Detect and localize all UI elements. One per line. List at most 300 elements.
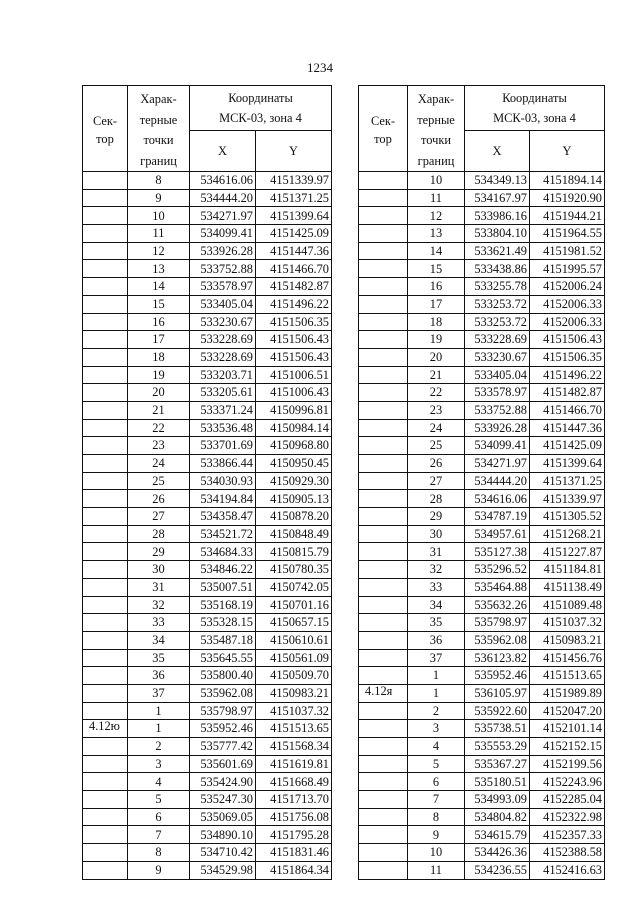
- x-cell: 533866.44: [190, 455, 256, 473]
- y-cell: 4151399.64: [530, 455, 605, 473]
- point-cell: 8: [128, 172, 190, 190]
- sector-cell: [359, 578, 408, 596]
- table-row: [359, 419, 605, 437]
- x-cell: 535798.97: [190, 702, 256, 720]
- x-cell: 533752.88: [190, 260, 256, 278]
- y-cell: 4151506.43: [256, 331, 332, 349]
- sector-cell: [359, 225, 408, 243]
- x-cell: 535800.40: [190, 667, 256, 685]
- point-cell: 16: [408, 278, 465, 296]
- point-cell: 34: [128, 631, 190, 649]
- sector-cell: [83, 755, 128, 773]
- coordinates-table-left: [82, 85, 332, 880]
- x-cell: 534349.13: [465, 172, 530, 190]
- point-cell: 29: [408, 508, 465, 526]
- sector-cell: [359, 561, 408, 579]
- point-cell: 15: [128, 295, 190, 313]
- sector-cell: [83, 242, 128, 260]
- x-cell: 533230.67: [190, 313, 256, 331]
- x-cell: 534521.72: [190, 525, 256, 543]
- y-cell: 4151456.76: [530, 649, 605, 667]
- sector-cell: [359, 331, 408, 349]
- point-cell: 36: [128, 667, 190, 685]
- x-cell: 533804.10: [465, 225, 530, 243]
- x-cell: 535962.08: [190, 684, 256, 702]
- y-cell: 4151482.87: [256, 278, 332, 296]
- sector-cell: [359, 844, 408, 862]
- x-cell: 536123.82: [465, 649, 530, 667]
- x-cell: 534616.06: [465, 490, 530, 508]
- point-cell: 15: [408, 260, 465, 278]
- sector-cell: [83, 826, 128, 844]
- table-row: [83, 738, 332, 756]
- y-cell: 4151425.09: [530, 437, 605, 455]
- table-row: [83, 543, 332, 561]
- sector-cell: [359, 419, 408, 437]
- table-row: [359, 207, 605, 225]
- header-sector: Сек- тор: [359, 86, 408, 172]
- page-number: 1234: [307, 60, 333, 75]
- sector-cell: [83, 738, 128, 756]
- y-cell: 4151995.57: [530, 260, 605, 278]
- table-row: [359, 561, 605, 579]
- sector-cell: [359, 207, 408, 225]
- sector-cell: [83, 260, 128, 278]
- x-cell: 533405.04: [465, 366, 530, 384]
- y-cell: 4151268.21: [530, 525, 605, 543]
- y-cell: 4150610.61: [256, 631, 332, 649]
- point-cell: 20: [408, 348, 465, 366]
- point-cell: 7: [128, 826, 190, 844]
- sector-cell: [359, 755, 408, 773]
- table-row: [359, 331, 605, 349]
- sector-cell: [83, 437, 128, 455]
- y-cell: 4151506.43: [256, 348, 332, 366]
- table-row: [83, 401, 332, 419]
- point-cell: 6: [408, 773, 465, 791]
- y-cell: 4151037.32: [530, 614, 605, 632]
- x-cell: 534616.06: [190, 172, 256, 190]
- x-cell: 535487.18: [190, 631, 256, 649]
- x-cell: 533253.72: [465, 295, 530, 313]
- point-cell: 26: [128, 490, 190, 508]
- sector-cell: [83, 667, 128, 685]
- point-cell: 14: [128, 278, 190, 296]
- point-cell: 31: [128, 578, 190, 596]
- sector-cell: [83, 490, 128, 508]
- point-cell: 11: [408, 189, 465, 207]
- y-cell: 4150983.21: [256, 684, 332, 702]
- y-cell: 4151513.65: [256, 720, 332, 738]
- table-row: [83, 525, 332, 543]
- table-row: [359, 172, 605, 190]
- y-cell: 4151981.52: [530, 242, 605, 260]
- sector-cell: [83, 808, 128, 826]
- point-cell: 18: [128, 348, 190, 366]
- y-cell: 4150848.49: [256, 525, 332, 543]
- sector-cell: [83, 401, 128, 419]
- sector-cell: [83, 384, 128, 402]
- y-cell: 4152357.33: [530, 826, 605, 844]
- x-cell: 533228.69: [190, 348, 256, 366]
- header-x: X: [465, 130, 530, 171]
- y-cell: 4150742.05: [256, 578, 332, 596]
- table-row: [83, 844, 332, 862]
- sector-cell: [83, 366, 128, 384]
- y-cell: 4150929.30: [256, 472, 332, 490]
- table-row: [359, 189, 605, 207]
- x-cell: 535777.42: [190, 738, 256, 756]
- x-cell: 535180.51: [465, 773, 530, 791]
- y-cell: 4151513.65: [530, 667, 605, 685]
- sector-cell: [359, 242, 408, 260]
- point-cell: 21: [408, 366, 465, 384]
- table-row: [83, 384, 332, 402]
- point-cell: 37: [128, 684, 190, 702]
- table-row: [83, 419, 332, 437]
- sector-cell: [83, 278, 128, 296]
- sector-cell: [359, 808, 408, 826]
- point-cell: 30: [128, 561, 190, 579]
- y-cell: 4150815.79: [256, 543, 332, 561]
- y-cell: 4152006.33: [530, 295, 605, 313]
- table-row: [359, 384, 605, 402]
- sector-cell: [83, 419, 128, 437]
- header-coordinates: Координаты МСК-03, зона 4: [465, 86, 605, 131]
- table-row: [83, 649, 332, 667]
- y-cell: 4152152.15: [530, 738, 605, 756]
- table-row: [83, 225, 332, 243]
- x-cell: 534615.79: [465, 826, 530, 844]
- y-cell: 4151756.08: [256, 808, 332, 826]
- x-cell: 533926.28: [465, 419, 530, 437]
- point-cell: 37: [408, 649, 465, 667]
- sector-cell: [83, 861, 128, 879]
- x-cell: 534710.42: [190, 844, 256, 862]
- sector-cell: [359, 490, 408, 508]
- table-row: [359, 348, 605, 366]
- sector-cell: [359, 826, 408, 844]
- point-cell: 28: [128, 525, 190, 543]
- table-row: [83, 207, 332, 225]
- sector-cell: [359, 401, 408, 419]
- point-cell: 28: [408, 490, 465, 508]
- table-row: [83, 826, 332, 844]
- table-row: [359, 472, 605, 490]
- y-cell: 4151482.87: [530, 384, 605, 402]
- y-cell: 4150950.45: [256, 455, 332, 473]
- sector-cell: [359, 720, 408, 738]
- sector-cell: [359, 667, 408, 685]
- table-row: [359, 861, 605, 879]
- sector-cell: [83, 455, 128, 473]
- sector-cell: [83, 313, 128, 331]
- x-cell: 535952.46: [465, 667, 530, 685]
- point-cell: 5: [128, 791, 190, 809]
- y-cell: 4151506.43: [530, 331, 605, 349]
- sector-cell: [359, 702, 408, 720]
- x-cell: 535952.46: [190, 720, 256, 738]
- point-cell: 12: [128, 242, 190, 260]
- point-cell: 33: [408, 578, 465, 596]
- y-cell: 4152322.98: [530, 808, 605, 826]
- point-cell: 36: [408, 631, 465, 649]
- x-cell: 533752.88: [465, 401, 530, 419]
- x-cell: 533230.67: [465, 348, 530, 366]
- table-row: [83, 508, 332, 526]
- y-cell: 4151339.97: [530, 490, 605, 508]
- table-row: [83, 755, 332, 773]
- x-cell: 534099.41: [190, 225, 256, 243]
- sector-cell: [83, 207, 128, 225]
- y-cell: 4152416.63: [530, 861, 605, 879]
- point-cell: 22: [128, 419, 190, 437]
- header-y: Y: [530, 130, 605, 171]
- x-cell: 534444.20: [465, 472, 530, 490]
- table-row: [83, 596, 332, 614]
- sector-cell: [359, 631, 408, 649]
- point-cell: 24: [408, 419, 465, 437]
- x-cell: 533438.86: [465, 260, 530, 278]
- x-cell: 534846.22: [190, 561, 256, 579]
- x-cell: 533203.71: [190, 366, 256, 384]
- table-row: [359, 720, 605, 738]
- y-cell: 4150983.21: [530, 631, 605, 649]
- point-cell: 23: [128, 437, 190, 455]
- sector-cell: [359, 437, 408, 455]
- sector-cell: [359, 861, 408, 879]
- table-row: [359, 278, 605, 296]
- y-cell: 4151989.89: [530, 684, 605, 702]
- table-row: [359, 596, 605, 614]
- y-cell: 4152243.96: [530, 773, 605, 791]
- sector-cell: [359, 455, 408, 473]
- x-cell: 534271.97: [190, 207, 256, 225]
- table-body-left: [83, 172, 332, 880]
- sector-cell: [359, 189, 408, 207]
- sector-cell: [359, 472, 408, 490]
- x-cell: 535007.51: [190, 578, 256, 596]
- y-cell: 4150701.16: [256, 596, 332, 614]
- x-cell: 534167.97: [465, 189, 530, 207]
- sector-cell: [83, 561, 128, 579]
- x-cell: 535168.19: [190, 596, 256, 614]
- sector-cell: [83, 702, 128, 720]
- sector-cell: [83, 614, 128, 632]
- point-cell: 11: [408, 861, 465, 879]
- table-row: [83, 331, 332, 349]
- y-cell: 4152101.14: [530, 720, 605, 738]
- table-row: [359, 455, 605, 473]
- sector-cell: [83, 172, 128, 190]
- table-row: [83, 437, 332, 455]
- table-row: [359, 844, 605, 862]
- point-cell: 9: [408, 826, 465, 844]
- sector-cell: 4.12я: [359, 684, 408, 702]
- sector-cell: [83, 189, 128, 207]
- table-row: [359, 702, 605, 720]
- header-sector: Сек- тор: [83, 86, 128, 172]
- table-row: [83, 472, 332, 490]
- table-row: [359, 242, 605, 260]
- table-row: [83, 773, 332, 791]
- table-row: [359, 667, 605, 685]
- point-cell: 14: [408, 242, 465, 260]
- header-points: Харак- терные точки границ: [128, 86, 190, 172]
- point-cell: 4: [128, 773, 190, 791]
- y-cell: 4152006.33: [530, 313, 605, 331]
- table-row: [359, 791, 605, 809]
- table-row: [359, 649, 605, 667]
- x-cell: 535553.29: [465, 738, 530, 756]
- y-cell: 4151447.36: [256, 242, 332, 260]
- x-cell: 535962.08: [465, 631, 530, 649]
- y-cell: 4150509.70: [256, 667, 332, 685]
- x-cell: 534030.93: [190, 472, 256, 490]
- y-cell: 4150878.20: [256, 508, 332, 526]
- x-cell: 535328.15: [190, 614, 256, 632]
- point-cell: 12: [408, 207, 465, 225]
- sector-cell: [83, 684, 128, 702]
- x-cell: 535296.52: [465, 561, 530, 579]
- table-row: [359, 437, 605, 455]
- point-cell: 10: [408, 844, 465, 862]
- point-cell: 3: [128, 755, 190, 773]
- y-cell: 4151894.14: [530, 172, 605, 190]
- sector-cell: [359, 649, 408, 667]
- y-cell: 4151864.34: [256, 861, 332, 879]
- sector-cell: [359, 596, 408, 614]
- sector-cell: [359, 384, 408, 402]
- y-cell: 4151447.36: [530, 419, 605, 437]
- sector-cell: [359, 525, 408, 543]
- sector-cell: [359, 508, 408, 526]
- coordinates-table-right: [358, 85, 605, 880]
- table-row: [359, 525, 605, 543]
- sector-cell: [83, 508, 128, 526]
- table-row: [359, 631, 605, 649]
- table-row: [83, 260, 332, 278]
- x-cell: 535738.51: [465, 720, 530, 738]
- table-row: [359, 614, 605, 632]
- x-cell: 535645.55: [190, 649, 256, 667]
- y-cell: 4151964.55: [530, 225, 605, 243]
- table-row: [359, 490, 605, 508]
- table-row: [83, 720, 332, 738]
- point-cell: 32: [128, 596, 190, 614]
- y-cell: 4151138.49: [530, 578, 605, 596]
- x-cell: 533701.69: [190, 437, 256, 455]
- y-cell: 4151920.90: [530, 189, 605, 207]
- y-cell: 4150657.15: [256, 614, 332, 632]
- table-row: [359, 508, 605, 526]
- sector-cell: [359, 172, 408, 190]
- y-cell: 4150780.35: [256, 561, 332, 579]
- y-cell: 4151371.25: [256, 189, 332, 207]
- y-cell: 4151713.70: [256, 791, 332, 809]
- y-cell: 4151831.46: [256, 844, 332, 862]
- sector-cell: [83, 472, 128, 490]
- y-cell: 4151944.21: [530, 207, 605, 225]
- point-cell: 29: [128, 543, 190, 561]
- table-row: [83, 561, 332, 579]
- y-cell: 4150996.81: [256, 401, 332, 419]
- sector-cell: [359, 295, 408, 313]
- table-row: [83, 631, 332, 649]
- x-cell: 534236.55: [465, 861, 530, 879]
- y-cell: 4151795.28: [256, 826, 332, 844]
- y-cell: 4150984.14: [256, 419, 332, 437]
- y-cell: 4151305.52: [530, 508, 605, 526]
- x-cell: 534358.47: [190, 508, 256, 526]
- x-cell: 535367.27: [465, 755, 530, 773]
- y-cell: 4151425.09: [256, 225, 332, 243]
- x-cell: 533228.69: [190, 331, 256, 349]
- point-cell: 22: [408, 384, 465, 402]
- table-row: [359, 295, 605, 313]
- y-cell: 4151496.22: [530, 366, 605, 384]
- point-cell: 27: [128, 508, 190, 526]
- x-cell: 533253.72: [465, 313, 530, 331]
- point-cell: 17: [128, 331, 190, 349]
- table-row: [359, 578, 605, 596]
- table-row: [83, 667, 332, 685]
- table-row: [359, 401, 605, 419]
- sector-cell: [359, 773, 408, 791]
- point-cell: 1: [408, 667, 465, 685]
- header-y: Y: [256, 130, 332, 171]
- point-cell: 1: [128, 702, 190, 720]
- x-cell: 533536.48: [190, 419, 256, 437]
- point-cell: 25: [408, 437, 465, 455]
- y-cell: 4151506.35: [256, 313, 332, 331]
- sector-cell: [83, 543, 128, 561]
- y-cell: 4151006.51: [256, 366, 332, 384]
- sector-cell: [359, 260, 408, 278]
- y-cell: 4150561.09: [256, 649, 332, 667]
- x-cell: 534444.20: [190, 189, 256, 207]
- y-cell: 4151619.81: [256, 755, 332, 773]
- y-cell: 4151466.70: [256, 260, 332, 278]
- y-cell: 4150905.13: [256, 490, 332, 508]
- point-cell: 10: [408, 172, 465, 190]
- table-row: [359, 684, 605, 702]
- table-row: [83, 490, 332, 508]
- x-cell: 533578.97: [465, 384, 530, 402]
- sector-cell: [359, 366, 408, 384]
- x-cell: 533926.28: [190, 242, 256, 260]
- point-cell: 11: [128, 225, 190, 243]
- y-cell: 4152199.56: [530, 755, 605, 773]
- x-cell: 535069.05: [190, 808, 256, 826]
- point-cell: 8: [408, 808, 465, 826]
- point-cell: 5: [408, 755, 465, 773]
- point-cell: 24: [128, 455, 190, 473]
- table-row: [359, 225, 605, 243]
- sector-cell: [83, 348, 128, 366]
- table-row: [359, 366, 605, 384]
- y-cell: 4151184.81: [530, 561, 605, 579]
- y-cell: 4151089.48: [530, 596, 605, 614]
- point-cell: 25: [128, 472, 190, 490]
- point-cell: 30: [408, 525, 465, 543]
- sector-cell: [83, 773, 128, 791]
- point-cell: 33: [128, 614, 190, 632]
- point-cell: 16: [128, 313, 190, 331]
- point-cell: 17: [408, 295, 465, 313]
- x-cell: 533228.69: [465, 331, 530, 349]
- x-cell: 535601.69: [190, 755, 256, 773]
